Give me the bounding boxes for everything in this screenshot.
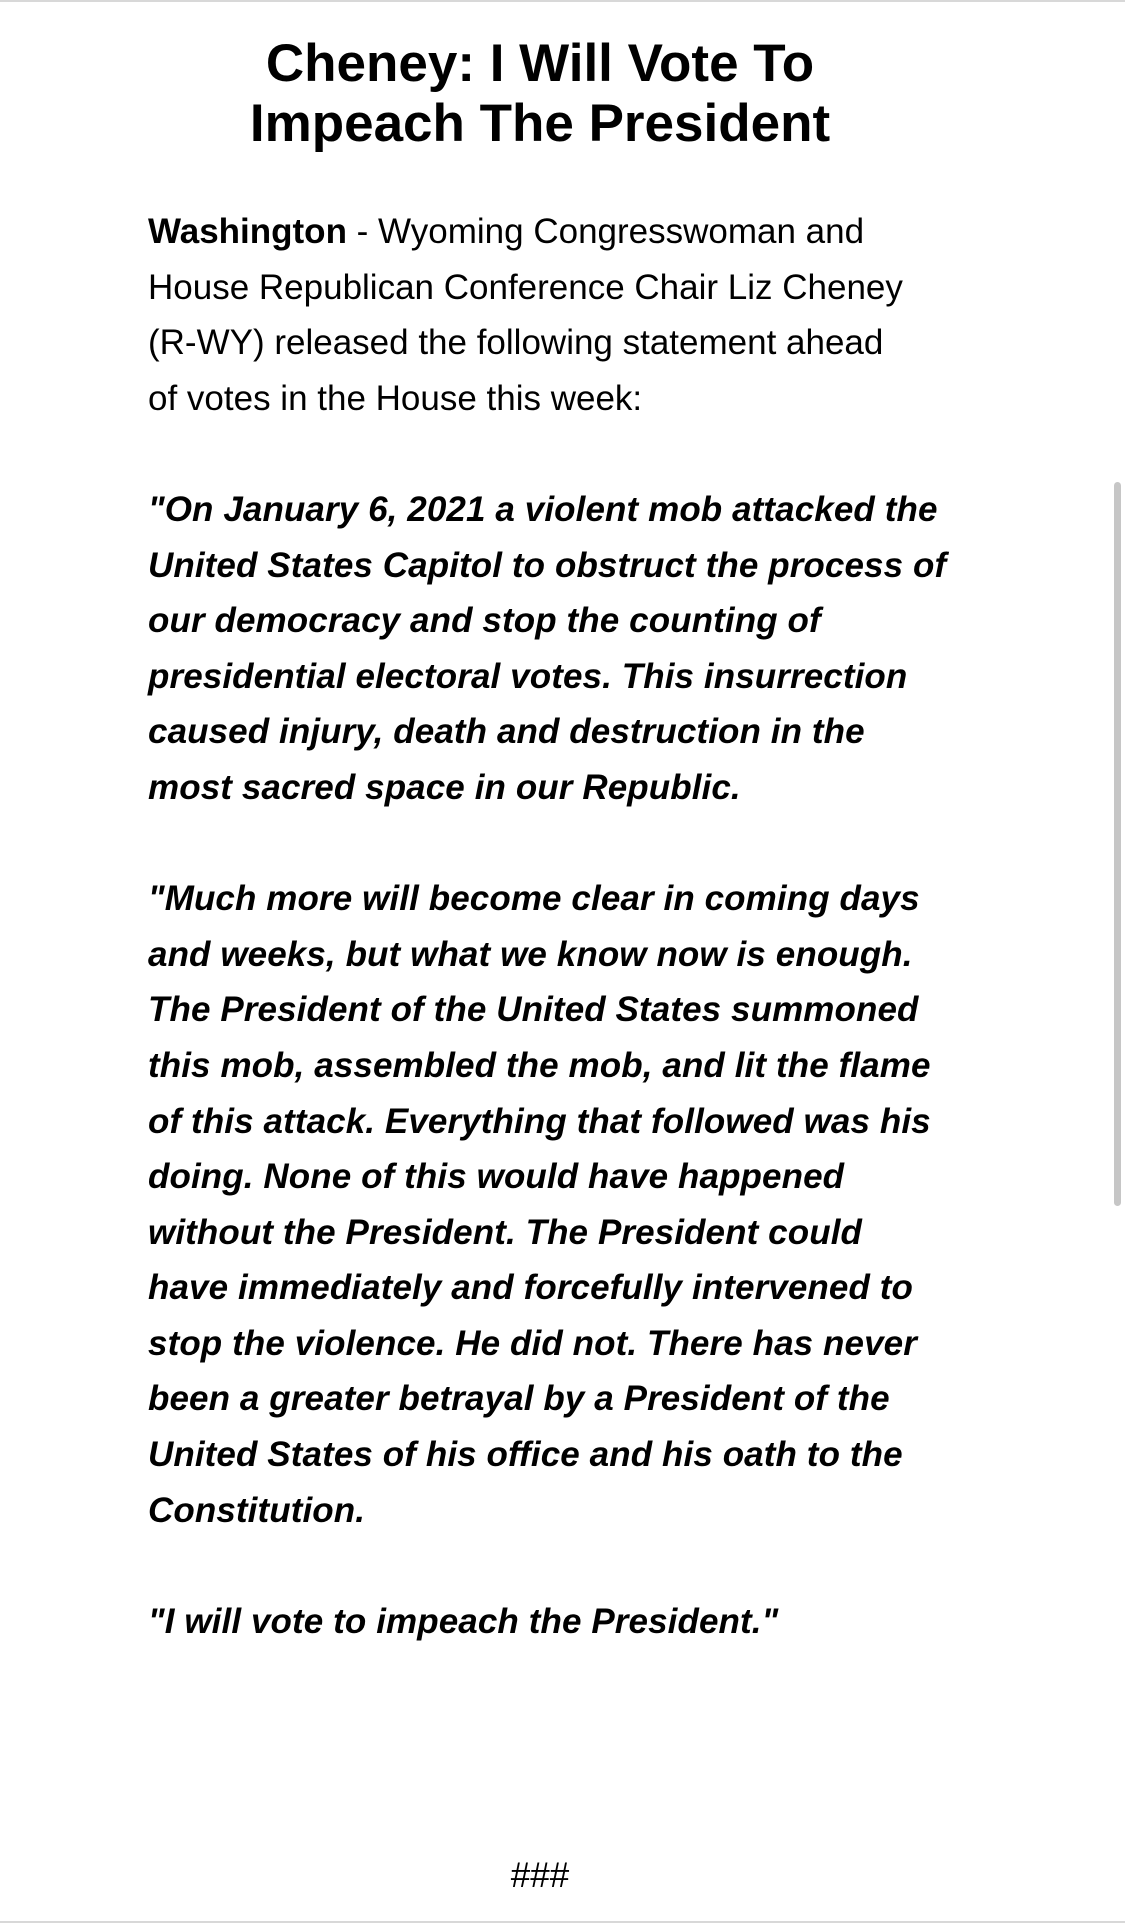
article-body <box>148 204 948 1705</box>
intro-text: - Wyoming Congresswoman and House Republican Conference Chair Liz Cheney (R-WY) released the following statement ahead of votes in the House this week: <box>148 212 903 418</box>
dateline: Washington <box>148 212 347 251</box>
top-divider <box>0 0 1125 2</box>
page-title-line-2: Impeach The President <box>249 94 831 153</box>
end-mark: ### <box>510 1856 570 1895</box>
quote-paragraph-1: "On January 6, 2021 a violent mob attacked the United States Capitol to obstruct the process of our democracy and stop the counting of presidential electoral votes. This insurrection caused injury, death and destruction in the most sacred space in our Republic. <box>148 489 947 807</box>
intro-paragraph <box>148 204 908 426</box>
vertical-scrollbar[interactable] <box>1109 0 1125 1923</box>
quote-paragraph-3: "I will vote to impeach the President." <box>148 1601 779 1641</box>
page-title-line-1: Cheney: I Will Vote To <box>265 34 815 93</box>
page-title <box>90 34 990 154</box>
quote-paragraph-2: "Much more will become clear in coming days and weeks, but what we know now is enough. The President of the United States summoned this mob, assembled the mob, and lit the flame of this attack. Everything that followed was his doing. None of this would have happened without the President. The President could have immediately and forcefully intervened to stop the violence. He did not. There has never been a greater betrayal by a President of the United States of his office and his oath to the Constitution. <box>148 879 931 1530</box>
scrollbar-thumb[interactable] <box>1114 482 1121 1206</box>
